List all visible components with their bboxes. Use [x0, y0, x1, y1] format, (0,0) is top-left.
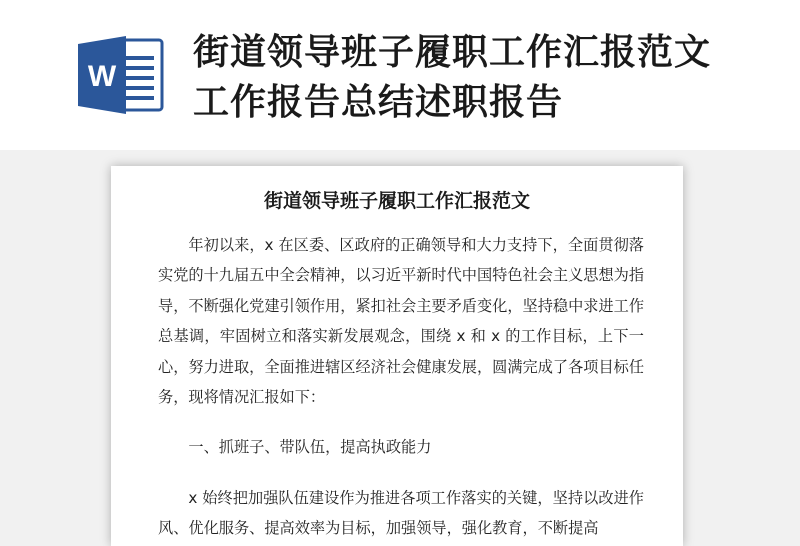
word-document-icon: [76, 34, 166, 116]
header-banner: [0, 0, 800, 150]
paragraph-section-1: x 始终把加强队伍建设作为推进各项工作落实的关键，坚持以改进作风、优化服务、提高效率为目标，加强领导，强化教育，不断提高: [158, 488, 644, 538]
document-body: [158, 230, 644, 544]
document-heading: 街道领导班子履职工作汇报范文: [263, 190, 530, 212]
page-title: [193, 28, 783, 128]
section-heading-1: 一、抓班子、带队伍，提高执政能力: [188, 438, 432, 457]
title-line-2: 工作报告总结述职报告: [193, 82, 564, 123]
paragraph-intro: 年初以来，x 在区委、区政府的正确领导和大力支持下，全面贯彻落实党的十九届五中全会精神，以习近平新时代中国特色社会主义思想为指导，不断强化党建引领作用，紧扣社会主要矛盾变化，坚持稳中求进工作总基调，牢固树立和落实新发展观念，围绕 x 和 x 的工作目标，上下一心，努力进取，全面推进辖区经济社会健康发展，圆满完成了各项目标任务，现将情况汇报如下：: [158, 236, 644, 407]
word-icon-letter: W: [87, 60, 117, 93]
title-line-1: 街道领导班子履职工作汇报范文: [193, 32, 712, 73]
document-page: [111, 166, 683, 546]
